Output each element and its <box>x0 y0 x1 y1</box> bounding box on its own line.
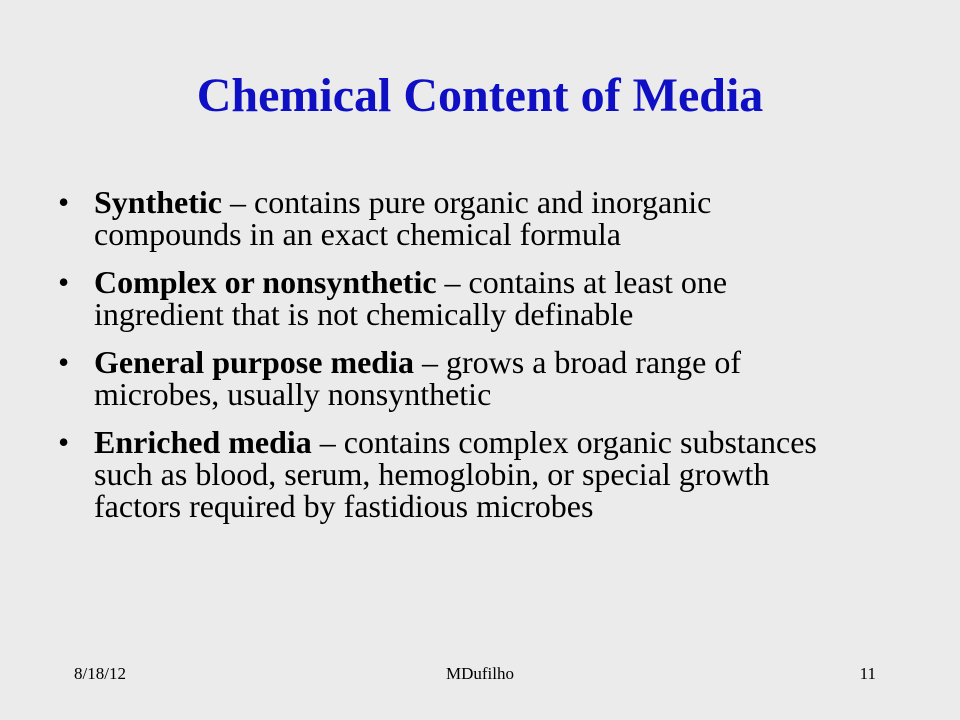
bullet-term: Enriched media <box>94 424 312 460</box>
bullet-item-complex <box>58 266 858 330</box>
bullet-description: – contains pure organic and inorganic compounds in an exact chemical formula <box>94 184 712 252</box>
slide-title: Chemical Content of Media <box>196 69 764 122</box>
bullet-term: Synthetic <box>94 184 222 220</box>
bullet-list <box>58 186 858 538</box>
bullet-icon: • <box>58 264 70 300</box>
footer-page-number: 11 <box>859 664 876 683</box>
bullet-term: General purpose media <box>94 344 414 380</box>
bullet-description: – grows a broad range of microbes, usually nonsynthetic <box>94 344 741 412</box>
bullet-icon: • <box>58 344 70 380</box>
bullet-description: – contains complex organic substances such as blood, serum, hemoglobin, or special growth factors required by fastidious microbes <box>94 424 817 524</box>
footer-date: 8/18/12 <box>74 664 126 683</box>
bullet-item-synthetic <box>58 186 858 250</box>
bullet-icon: • <box>58 424 70 460</box>
bullet-icon: • <box>58 184 70 220</box>
bullet-term: Complex or nonsynthetic <box>94 264 437 300</box>
bullet-item-enriched <box>58 426 858 522</box>
bullet-item-general-purpose <box>58 346 858 410</box>
footer-author: MDufilho <box>446 664 514 683</box>
bullet-description: – contains at least one ingredient that is not chemically definable <box>94 264 728 332</box>
